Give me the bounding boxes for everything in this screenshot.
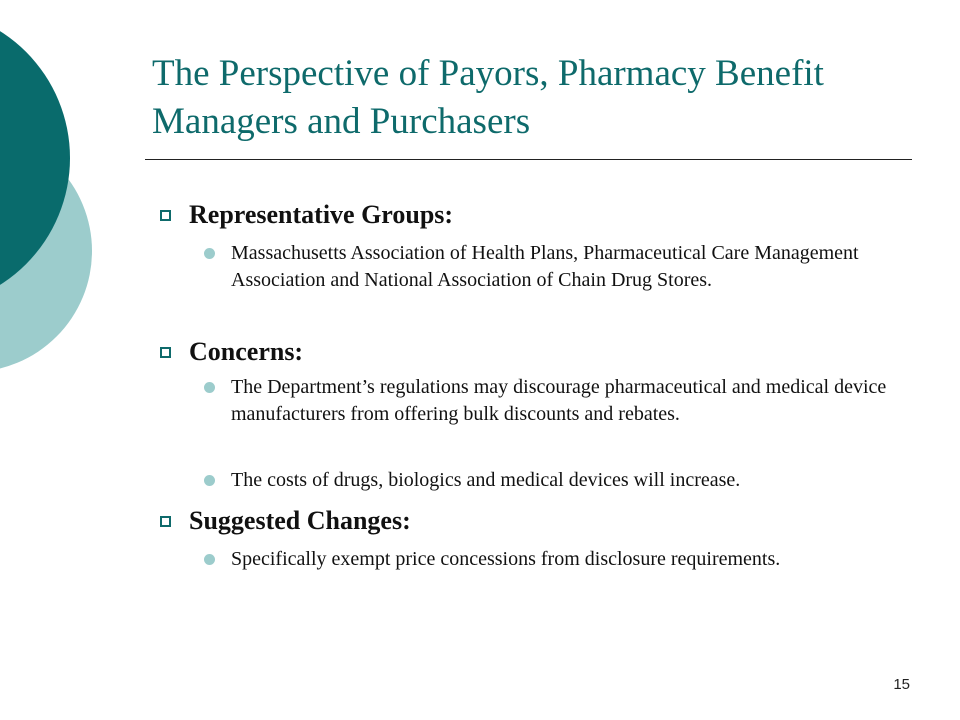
- filled-circle-bullet-icon: [204, 248, 215, 259]
- section-title: Representative Groups:: [189, 200, 454, 229]
- list-item-text: Specifically exempt price concessions from disclosure requirements.: [231, 548, 781, 570]
- list-item: [204, 240, 904, 294]
- list-item: [204, 546, 904, 573]
- filled-circle-bullet-icon: [204, 475, 215, 486]
- filled-circle-bullet-icon: [204, 554, 215, 565]
- hollow-square-bullet-icon: [160, 516, 171, 527]
- section-representative-groups: [160, 198, 453, 232]
- list-item: [204, 374, 904, 428]
- section-title: Suggested Changes:: [189, 506, 411, 535]
- slide-title: The Perspective of Payors, Pharmacy Benefit Managers and Purchasers: [152, 53, 824, 142]
- list-item-text: Massachusetts Association of Health Plans, Pharmaceutical Care Management Association and National Association of Chain Drug Stores.: [231, 242, 859, 291]
- list-item-text: The Department’s regulations may discourage pharmaceutical and medical device manufacturers from offering bulk discounts and rebates.: [231, 376, 887, 425]
- section-title: Concerns:: [189, 337, 304, 366]
- hollow-square-bullet-icon: [160, 210, 171, 221]
- list-item-text: The costs of drugs, biologics and medical devices will increase.: [231, 469, 741, 491]
- list-item: [204, 467, 904, 494]
- hollow-square-bullet-icon: [160, 347, 171, 358]
- section-suggested-changes: [160, 504, 411, 538]
- page-number: 15: [893, 676, 910, 693]
- section-concerns: [160, 335, 303, 369]
- filled-circle-bullet-icon: [204, 382, 215, 393]
